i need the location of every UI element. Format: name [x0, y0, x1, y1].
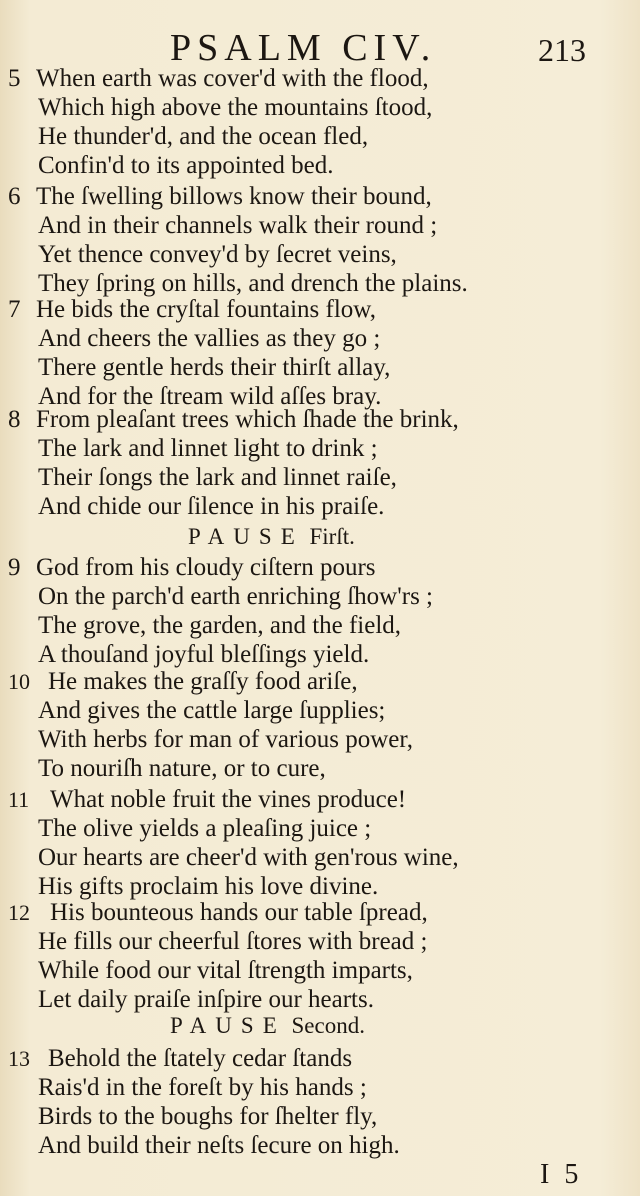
verse-line: [0, 295, 640, 324]
verse-line: [0, 582, 640, 611]
verse-text: Let daily praiſe inſpire our hearts.: [38, 986, 374, 1013]
verse-text: From pleaſant trees which ſhade the brink,: [36, 406, 459, 433]
stanza-9: [0, 553, 640, 669]
verse-line: [0, 927, 640, 956]
stanza-10: [0, 667, 640, 783]
stanza-11: [0, 785, 640, 901]
verse-text: His bounteous hands our table ſpread,: [50, 899, 428, 926]
verse-text: He bids the cryſtal fountains flow,: [36, 296, 376, 323]
signature-mark: I 5: [540, 1159, 583, 1190]
verse-number: 10: [8, 669, 30, 694]
verse-text: Confin'd to its appointed bed.: [38, 152, 334, 179]
verse-line: [0, 211, 640, 240]
verse-line: [0, 492, 640, 521]
pause-ordinal: Second.: [291, 1013, 365, 1038]
verse-line: [0, 754, 640, 783]
pause-word: PAUSE: [170, 1013, 286, 1038]
verse-line: [0, 785, 640, 814]
verse-line: [0, 1102, 640, 1131]
verse-text: Rais'd in the foreſt by his hands ;: [38, 1074, 367, 1101]
verse-line: [0, 985, 640, 1014]
verse-text: He makes the graſſy food ariſe,: [48, 668, 358, 695]
stanza-6: [0, 182, 640, 298]
verse-text: To nouriſh nature, or to cure,: [38, 755, 326, 782]
verse-line: [0, 1073, 640, 1102]
verse-text: They ſpring on hills, and drench the plains.: [38, 270, 468, 297]
verse-line: [0, 434, 640, 463]
verse-line: [0, 553, 640, 582]
verse-text: There gentle herds their thirſt allay,: [38, 354, 391, 381]
verse-text: He thunder'd, and the ocean fled,: [38, 123, 369, 150]
verse-number: 7: [8, 296, 21, 323]
verse-text: A thouſand joyful bleſſings yield.: [38, 641, 370, 668]
stanza-5: [0, 64, 640, 180]
stanza-13: [0, 1044, 640, 1160]
verse-line: [0, 640, 640, 669]
verse-number: 13: [8, 1046, 30, 1071]
verse-line: [0, 872, 640, 901]
verse-number: 11: [8, 787, 30, 812]
verse-line: [0, 405, 640, 434]
verse-text: Their ſongs the lark and linnet raiſe,: [38, 464, 397, 491]
verse-text: When earth was cover'd with the flood,: [36, 65, 429, 92]
verse-line: [0, 725, 640, 754]
verse-text: On the parch'd earth enriching ſhow'rs ;: [38, 583, 433, 610]
verse-line: [0, 463, 640, 492]
page-number: 213: [538, 32, 586, 68]
verse-text: Behold the ſtately cedar ſtands: [48, 1045, 353, 1072]
verse-text: Our hearts are cheer'd with gen'rous wine,: [38, 844, 459, 871]
verse-line: [0, 843, 640, 872]
verse-text: The ſwelling billows know their bound,: [36, 183, 432, 210]
verse-text: And build their neſts ſecure on high.: [38, 1132, 400, 1159]
verse-text: The olive yields a pleaſing juice ;: [38, 815, 372, 842]
verse-number: 8: [8, 406, 21, 433]
pause-word: PAUSE: [188, 524, 304, 549]
pause-second-heading: [170, 1011, 365, 1041]
verse-line: [0, 1131, 640, 1160]
verse-line: [0, 696, 640, 725]
verse-text: His gifts proclaim his love divine.: [38, 873, 379, 900]
verse-line: [0, 269, 640, 298]
psalm-title: PSALM CIV.: [170, 27, 437, 69]
verse-number: 5: [8, 65, 21, 92]
verse-text: What noble fruit the vines produce!: [50, 786, 407, 813]
verse-line: [0, 122, 640, 151]
verse-number: 9: [8, 554, 21, 581]
verse-text: And cheers the vallies as they go ;: [38, 325, 381, 352]
verse-text: Yet thence convey'd by ſecret veins,: [38, 241, 397, 268]
verse-line: [0, 93, 640, 122]
verse-line: [0, 353, 640, 382]
verse-line: [0, 240, 640, 269]
verse-line: [0, 1044, 640, 1073]
verse-text: And gives the cattle large ſupplies;: [38, 697, 386, 724]
verse-line: [0, 667, 640, 696]
verse-line: [0, 182, 640, 211]
pause-ordinal: Firſt.: [309, 524, 355, 549]
verse-text: God from his cloudy ciſtern pours: [36, 554, 376, 581]
verse-text: Birds to the boughs for ſhelter fly,: [38, 1103, 378, 1130]
verse-line: [0, 64, 640, 93]
verse-text: While food our vital ſtrength imparts,: [38, 957, 413, 984]
verse-text: With herbs for man of various power,: [38, 726, 413, 753]
verse-number: 12: [8, 900, 30, 925]
stanza-7: [0, 295, 640, 411]
verse-text: And in their channels walk their round ;: [38, 212, 438, 239]
verse-line: [0, 611, 640, 640]
verse-text: And chide our ſilence in his praiſe.: [38, 493, 385, 520]
verse-text: The lark and linnet light to drink ;: [38, 435, 378, 462]
verse-text: And for the ſtream wild aſſes bray.: [38, 383, 382, 410]
stanza-8: [0, 405, 640, 521]
verse-line: [0, 151, 640, 180]
stanza-12: [0, 898, 640, 1014]
verse-line: [0, 956, 640, 985]
verse-text: He fills our cheerful ſtores with bread ;: [38, 928, 428, 955]
verse-line: [0, 814, 640, 843]
verse-text: The grove, the garden, and the field,: [38, 612, 402, 639]
verse-number: 6: [8, 183, 21, 210]
verse-line: [0, 324, 640, 353]
verse-text: Which high above the mountains ſtood,: [38, 94, 433, 121]
pause-first-heading: [188, 522, 355, 552]
verse-line: [0, 898, 640, 927]
